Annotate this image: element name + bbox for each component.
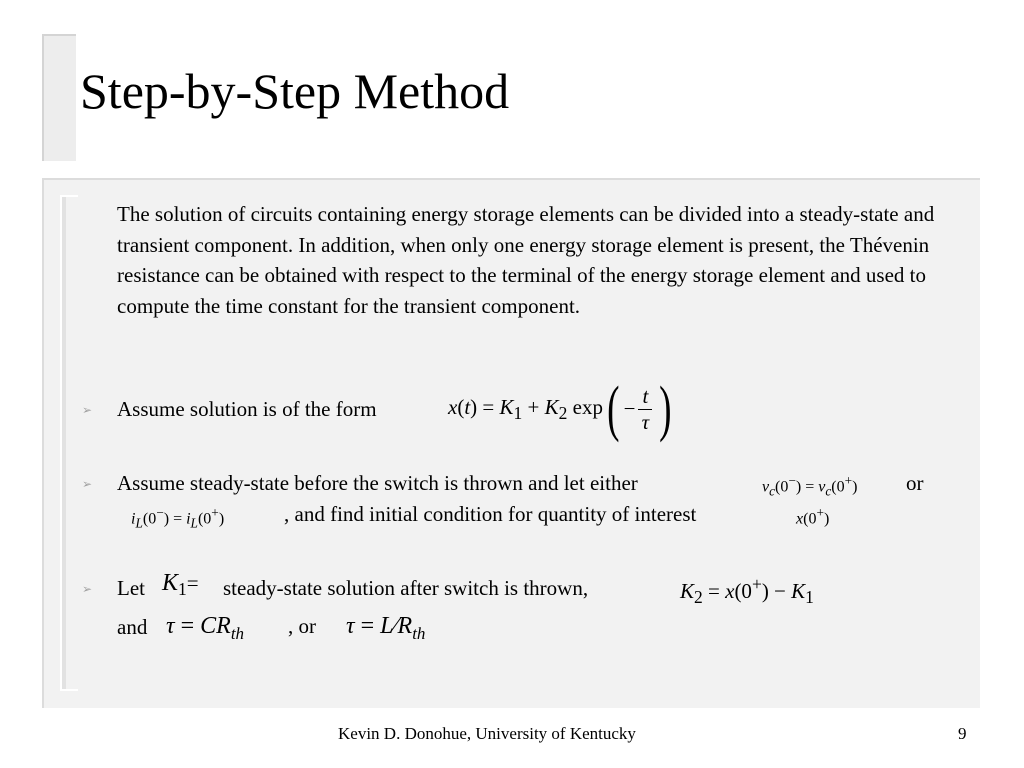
bullet-2-text: Assume steady-state before the switch is thrown and let either [117, 471, 638, 495]
bullet-1-text: Assume solution is of the form [117, 397, 377, 421]
tau-rc-equation: $\tau = CR_{th}$ [166, 613, 245, 643]
slide-title: Step-by-Step Method [80, 63, 510, 119]
inductor-current-condition: $i_L(0^-) = i_L(0^+)$ [131, 505, 225, 531]
intro-paragraph: The solution of circuits containing energy storage elements can be divided into a steady-state and transient component. In addition, when only one energy storage element is present, the Thévenin resistance can be obtained with respect to the terminal of the energy storage element and used to compute the time constant for the transient component. [117, 202, 935, 318]
bullet-3-let: Let [117, 576, 145, 600]
tau-rl-equation: $\tau = L∕R_{th}$ [346, 613, 426, 643]
bullet-2-text-cont: , and find initial condition for quantity of interest [284, 502, 697, 526]
bullet-3-text: steady-state solution after switch is thrown, [223, 576, 589, 600]
bullet-3-and: and [117, 615, 148, 639]
capacitor-voltage-condition: $v_c(0^-) = v_c(0^+)$ [762, 473, 858, 499]
content-bracket [60, 195, 78, 691]
k1-symbol: $K_1=$ [162, 570, 199, 600]
k2-equation: $K_2 = x(0^+) - K_1$ [680, 574, 814, 608]
page-number: 9 [958, 724, 967, 743]
solution-form-equation: $x(t) = K_1 + K_2$ exp( − $\frac{t}{\tau}$ ) [448, 375, 672, 443]
arrow-bullet-icon: ➢ [82, 403, 93, 417]
bullet-3-or: , or [288, 614, 316, 638]
arrow-bullet-icon: ➢ [82, 582, 93, 596]
initial-condition-quantity: x(0+) [796, 505, 830, 528]
footer-author: Kevin D. Donohue, University of Kentucky [338, 724, 636, 743]
bullet-2-or: or [906, 471, 924, 495]
title-accent-bar [42, 34, 76, 161]
arrow-bullet-icon: ➢ [82, 477, 93, 491]
